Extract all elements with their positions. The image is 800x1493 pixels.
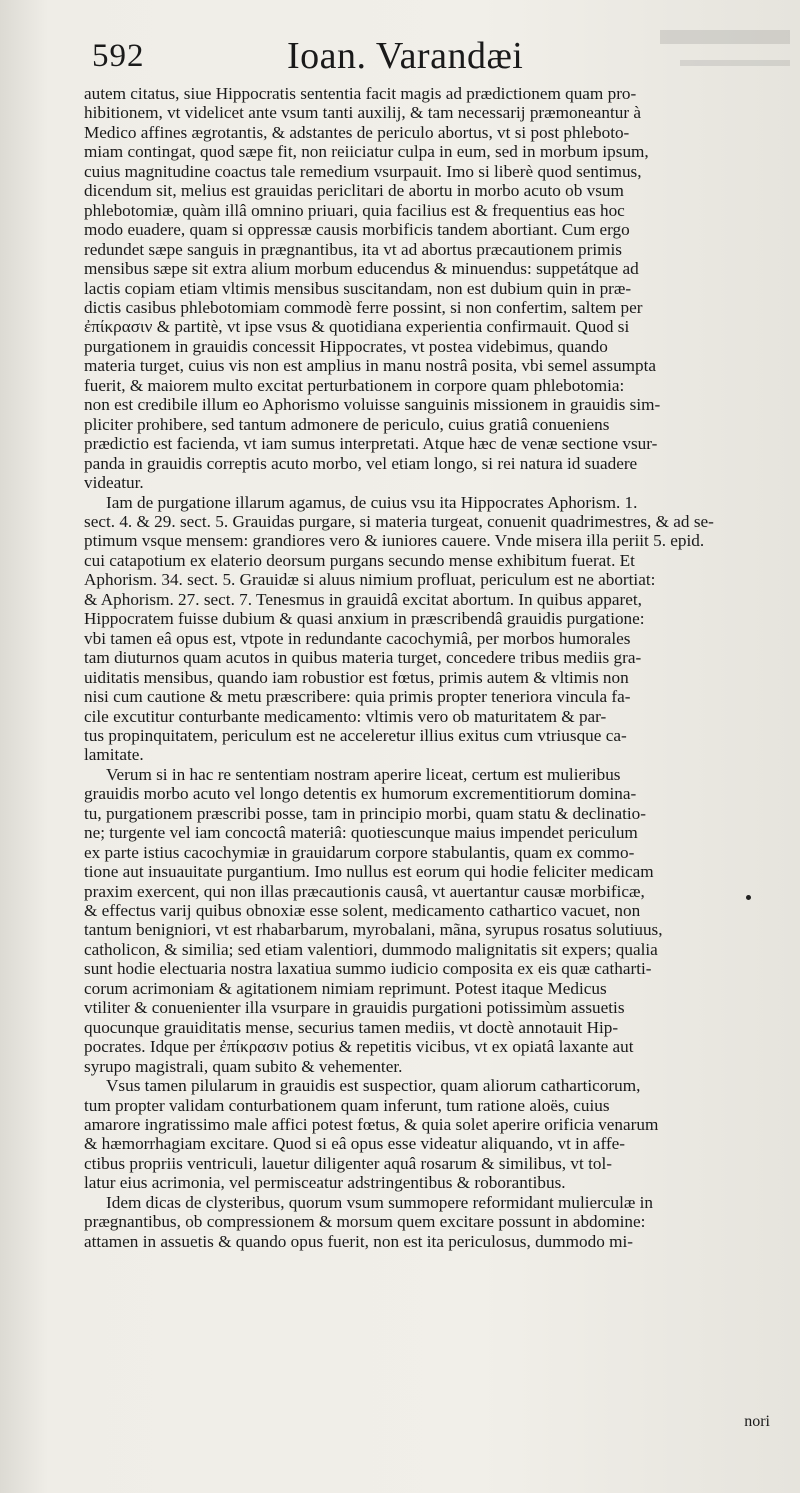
text-line: non est credibile illum eo Aphorismo voluisse sanguinis missionem in grauidis sim- — [84, 395, 661, 415]
text-line: sect. 4. & 29. sect. 5. Grauidas purgare, si materia turgeat, conuenit quadrimestres, & ad se- — [84, 511, 714, 531]
paragraph — [84, 1076, 774, 1193]
text-line: vbi tamen eâ opus est, vtpote in redundante cacochymiâ, per morbos humorales — [84, 628, 631, 648]
text-line: modo euadere, quam si oppressæ causis morbificis tandem abortiant. Cum ergo — [84, 220, 630, 240]
text-line: prædictio est facienda, vt iam sumus interpretati. Atque hæc de venæ sectione vsur- — [84, 434, 658, 454]
text-line: tione aut insuauitate purgantium. Imo nullus est eorum qui hodie feliciter medicam — [84, 862, 654, 882]
paragraph — [84, 765, 774, 1076]
text-line: Iam de purgatione illarum agamus, de cuius vsu ita Hippocrates Aphorism. 1. — [106, 492, 638, 512]
page-header — [92, 28, 780, 84]
text-line: purgationem in grauidis concessit Hippocrates, vt postea videbimus, quando — [84, 336, 608, 356]
paragraph — [84, 1193, 774, 1251]
text-line: & effectus varij quibus obnoxiæ esse solent, medicamento cathartico vacuet, non — [84, 901, 641, 921]
text-line: syrupo magistrali, quam subito & vehementer. — [84, 1056, 403, 1076]
text-line: tam diuturnos quam acutos in quibus materia turget, concedere tribus mediis gra- — [84, 648, 642, 668]
running-title: Ioan. Varandæi — [287, 35, 524, 77]
text-line: quocunque grauiditatis mense, securius tamen mediis, vt doctè annotauit Hip- — [84, 1017, 619, 1037]
text-line: & hæmorrhagiam excitare. Quod si eâ opus esse videatur aliquando, vt in affe- — [84, 1134, 625, 1154]
text-line: Medico affines ægrotantis, & adstantes de periculo abortus, vt si post phleboto- — [84, 122, 630, 142]
text-line: videatur. — [84, 473, 144, 493]
text-line: tu, purgationem præscribi posse, tam in principio morbi, quam statu & declinatio- — [84, 803, 647, 823]
text-line: vtiliter & conuenienter illa vsurpare in grauidis purgationi potissimùm assuetis — [84, 998, 625, 1018]
text-line: latur eius acrimonia, vel permisceatur adstringentibus & roborantibus. — [84, 1173, 566, 1193]
text-line: phlebotomiæ, quàm illâ omnino priuari, quia facilius est & frequentius eas hoc — [84, 200, 625, 220]
text-line: sunt hodie electuaria nostra laxatiua summo iudicio composita ex eis quæ catharti- — [84, 959, 652, 979]
text-line: corum acrimoniam & agitationem nimiam reprimunt. Potest itaque Medicus — [84, 978, 607, 998]
text-line: cile excutitur conturbante medicamento: vltimis vero ob maturitatem & par- — [84, 706, 607, 726]
text-line: lamitate. — [84, 745, 144, 765]
text-line: pocrates. Idque per ἐπίκρασιν potius & repetitis vicibus, vt ex opiatâ laxante aut — [84, 1037, 634, 1057]
text-line: materia turget, cuius vis non est amplius in manu nostrâ posita, vbi semel assumpta — [84, 356, 657, 376]
paragraph — [84, 493, 774, 765]
text-line: Idem dicas de clysteribus, quorum vsum summopere reformidant mulierculæ in — [106, 1192, 654, 1212]
text-line: grauidis morbo acuto vel longo detentis ex humorum excrementitiorum domina- — [84, 784, 637, 804]
text-line: & Aphorism. 27. sect. 7. Tenesmus in grauidâ excitat abortum. In quibus apparet, — [84, 589, 642, 609]
page-number: 592 — [92, 38, 145, 74]
text-line: tantum benigniori, vt est rhabarbarum, myrobalani, mãna, syrupus rosatus solutiuus, — [84, 920, 663, 940]
text-line: cuius magnitudine coactus tale remedium vsurpauit. Imo si liberè quod sentimus, — [84, 161, 642, 181]
paragraph — [84, 84, 774, 493]
text-line: catholicon, & similia; sed etiam valentiori, dummodo malignitatis sit expers; qualia — [84, 939, 658, 959]
text-line: dicendum sit, melius est grauidas periclitari de abortu in morbo acuto ob vsum — [84, 181, 624, 201]
text-line: tum propter validam conturbationem quam inferunt, tum ratione aloës, cuius — [84, 1095, 610, 1115]
text-line: dictis casibus phlebotomiam commodè ferre possint, si non confertim, saltem per — [84, 297, 643, 317]
text-line: amarore ingratissimo male affici potest fœtus, & quia solet aperire orificia venarum — [84, 1115, 659, 1135]
text-line: mensibus sæpe sit extra alium morbum educendus & minuendus: suppetátque ad — [84, 259, 639, 279]
ink-spot — [746, 895, 751, 900]
text-line: praxim exercent, qui non illas præcautionis causâ, vt auertantur causæ morbificæ, — [84, 881, 645, 901]
text-line: hibitionem, vt videlicet ante vsum tanti auxilij, & tam necessarij præmoneantur à — [84, 103, 642, 123]
text-line: attamen in assuetis & quando opus fuerit, non est ita periculosus, dummodo mi- — [84, 1231, 633, 1251]
text-line: ptimum vsque mensem: grandiores vero & iuniores cauere. Vnde misera illa periit 5. epid. — [84, 531, 705, 551]
text-line: autem citatus, siue Hippocratis sententia facit magis ad prædictionem quam pro- — [84, 84, 637, 103]
text-line: ctibus propriis ventriculi, lauetur diligenter aquâ rosarum & similibus, vt tol- — [84, 1153, 612, 1173]
text-line: Vsus tamen pilularum in grauidis est suspectior, quam aliorum catharticorum, — [106, 1076, 641, 1096]
text-line: Verum si in hac re sententiam nostram aperire liceat, certum est mulieribus — [106, 764, 621, 784]
text-line: uiditatis mensibus, quando iam robustior est fœtus, primis autem & vltimis non — [84, 667, 629, 687]
text-line: tus propinquitatem, periculum est ne acceleretur illius exitus cum vtriusque ca- — [84, 725, 627, 745]
text-line: pliciter prohibere, sed tantum admonere de periculo, cuius gratiâ conueniens — [84, 414, 610, 434]
text-line: panda in grauidis correptis acuto morbo, vel etiam longo, si rei natura id suadere — [84, 453, 638, 473]
text-line: nisi cum cautione & metu præscribere: quia primis propter teneriora vincula fa- — [84, 687, 631, 707]
text-line: ex parte istius cacochymiæ in grauidarum corpore stabulantis, quam ex commo- — [84, 842, 635, 862]
text-line: ἐπίκρασιν & partitè, vt ipse vsus & quotidiana experientia confirmauit. Quod si — [84, 317, 630, 337]
text-line: redundet sæpe sanguis in prægnantibus, ita vt ad abortus præcautionem primis — [84, 239, 622, 259]
text-line: Aphorism. 34. sect. 5. Grauidæ si aluus nimium profluat, periculum est ne abortiat: — [84, 570, 656, 590]
text-line: prægnantibus, ob compressionem & morsum quem excitare possunt in abdomine: — [84, 1212, 646, 1232]
catchword: nori — [744, 1413, 770, 1430]
text-line: fuerit, & maiorem multo excitat perturbationem in corpore quam phlebotomia: — [84, 375, 625, 395]
text-line: ne; turgente vel iam concoctâ materiâ: quotiescunque maius impendet periculum — [84, 823, 638, 843]
text-line: Hippocratem fuisse dubium & quasi anxium in præscribendâ grauidis purgatione: — [84, 609, 645, 629]
text-line: lactis copiam etiam vltimis mensibus suscitandam, non est dubium quin in præ- — [84, 278, 632, 298]
body-text — [84, 84, 774, 1251]
text-line: miam contingat, quod sæpe fit, non reiiciatur culpa in eum, sed in morbum ipsum, — [84, 142, 649, 162]
text-line: cui catapotium ex elaterio deorsum purgans secundo mense exhibitum fuerat. Et — [84, 550, 635, 570]
